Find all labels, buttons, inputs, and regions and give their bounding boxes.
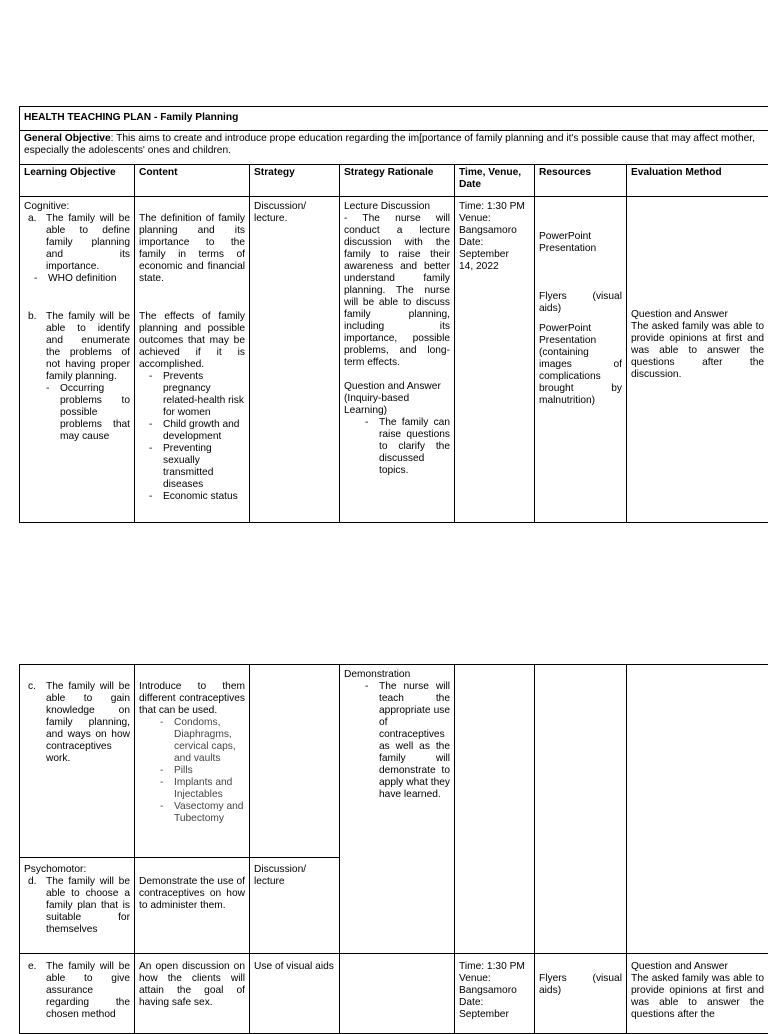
header-time-venue-date: Time, Venue, Date xyxy=(455,165,535,197)
objective-a: a. The family will be able to define family planning and its importance. xyxy=(24,213,130,273)
header-resources: Resources xyxy=(535,165,627,197)
header-content: Content xyxy=(135,165,250,197)
cell-resources-e xyxy=(535,954,627,1034)
header-evaluation-method: Evaluation Method xyxy=(627,165,768,197)
list-item: - Implants and Injectables xyxy=(174,777,245,801)
strategy-visual-aids: Use of visual aids xyxy=(254,961,335,973)
cell-objective-c xyxy=(20,665,135,858)
cell-objective-e xyxy=(20,954,135,1034)
cell-objective-d xyxy=(20,858,135,954)
cell-rationale-e xyxy=(340,954,455,1034)
demonstration-heading: Demonstration xyxy=(344,669,450,681)
cell-content xyxy=(135,197,250,523)
psychomotor-label: Psychomotor: xyxy=(24,864,130,876)
evaluation-heading: Question and Answer xyxy=(631,309,764,321)
cell-content-e xyxy=(135,954,250,1034)
cell-content-c xyxy=(135,665,250,858)
cell-time-venue-date: Time: 1:30 PM Venue: Bangsamoro Date: September 14, 2022 xyxy=(455,197,535,523)
objective-b-sublist: - Occurring problems to possible problems that may cause xyxy=(24,383,130,443)
cell-evaluation-method xyxy=(627,197,768,523)
header-strategy-rationale: Strategy Rationale xyxy=(340,165,455,197)
rationale-qa-list: - The family can raise questions to clarify the discussed topics. xyxy=(344,417,450,477)
evaluation-text-e: The asked family was able to provide opinions at first and was able to answer the questions after the xyxy=(631,973,764,1021)
health-teaching-plan-table-page1 xyxy=(19,106,768,523)
cognitive-label: Cognitive: xyxy=(24,201,130,213)
general-objective-text: : This aims to create and introduce prope education regarding the im[portance of family planning and it's possible cause that may affect mother, especially the adolescents' ones and children. xyxy=(24,133,755,156)
general-objective xyxy=(20,131,768,165)
objective-c: c. The family will be able to gain knowledge on family planning, and ways on how contraceptives work. xyxy=(24,681,130,765)
list-item: - Child growth and development xyxy=(163,419,245,443)
cell-strategy-e xyxy=(250,954,340,1034)
cell-evaluation-e xyxy=(627,954,768,1034)
cell-time-e: Time: 1:30 PM Venue: Bangsamoro Date: September xyxy=(455,954,535,1034)
content-contraceptives: Introduce to them different contraceptives that can be used. xyxy=(139,681,245,717)
cell-strategy-rationale xyxy=(340,197,455,523)
cell-strategy: Discussion/ lecture. xyxy=(250,197,340,523)
resource-powerpoint-images: PowerPoint Presentation (containing images of complications brought by malnutrition) xyxy=(539,323,622,407)
content-open-discussion: An open discussion on how the clients will attain the goal of having safe sex. xyxy=(139,961,245,1009)
cell-strategy-c xyxy=(250,665,340,858)
list-item: - Prevents pregnancy related-health risk for women xyxy=(163,371,245,419)
header-learning-objective: Learning Objective xyxy=(20,165,135,197)
cell-time-empty xyxy=(455,665,535,954)
cell-evaluation-empty xyxy=(627,665,768,954)
contraceptives-list xyxy=(139,717,245,825)
general-objective-label: General Objective xyxy=(24,133,111,144)
cell-strategy-d: Discussion/ lecture xyxy=(250,858,340,954)
cell-learning-objective xyxy=(20,197,135,523)
resource-flyers: Flyers (visual aids) xyxy=(539,291,622,315)
resource-powerpoint: PowerPoint Presentation xyxy=(539,231,622,255)
objective-a-sublist: - WHO definition xyxy=(24,273,130,285)
header-strategy: Strategy xyxy=(250,165,340,197)
evaluation-heading-e: Question and Answer xyxy=(631,961,764,973)
evaluation-text: The asked family was able to provide opinions at first and was able to answer the questions after the discussion. xyxy=(631,321,764,381)
content-demonstrate: Demonstrate the use of contraceptives on how to administer them. xyxy=(139,876,245,912)
demonstration-list: - The nurse will teach the appropriate use of contraceptives as well as the family will demonstrate to apply what they have learned. xyxy=(344,681,450,801)
health-teaching-plan-table-page2 xyxy=(19,664,768,1034)
content-effects-list xyxy=(139,371,245,503)
plan-title: HEALTH TEACHING PLAN - Family Planning xyxy=(20,107,768,131)
list-item: - Economic status xyxy=(163,491,245,503)
rationale-heading-qa: Question and Answer (Inquiry-based Learning) xyxy=(344,381,450,417)
cell-resources-empty xyxy=(535,665,627,954)
list-item: - Condoms, Diaphragms, cervical caps, and vaults xyxy=(174,717,245,765)
cell-content-d xyxy=(135,858,250,954)
list-item: - Vasectomy and Tubectomy xyxy=(174,801,245,825)
list-item: - Preventing sexually transmitted diseases xyxy=(163,443,245,491)
cell-demonstration xyxy=(340,665,455,954)
rationale-heading-lecture: Lecture Discussion xyxy=(344,201,450,213)
list-item: - Pills xyxy=(174,765,245,777)
cell-resources xyxy=(535,197,627,523)
rationale-lecture-text: - The nurse will conduct a lecture discussion with the family to raise their awareness and better understand family planning. The nurse will be able to discuss family planning, including its importance, possible problems, and long-term effects. xyxy=(344,213,450,369)
resource-flyers-e: Flyers (visual aids) xyxy=(539,973,622,997)
objective-e: e. The family will be able to give assurance regarding the chosen method xyxy=(24,961,130,1021)
content-effects: The effects of family planning and possible outcomes that may be achieved if it is accomplished. xyxy=(139,311,245,371)
objective-b: b. The family will be able to identify and enumerate the problems of not having proper family planning. xyxy=(24,311,130,383)
content-definition: The definition of family planning and its importance to the family in terms of economic and financial state. xyxy=(139,213,245,285)
objective-d: d. The family will be able to choose a family plan that is suitable for themselves xyxy=(24,876,130,936)
